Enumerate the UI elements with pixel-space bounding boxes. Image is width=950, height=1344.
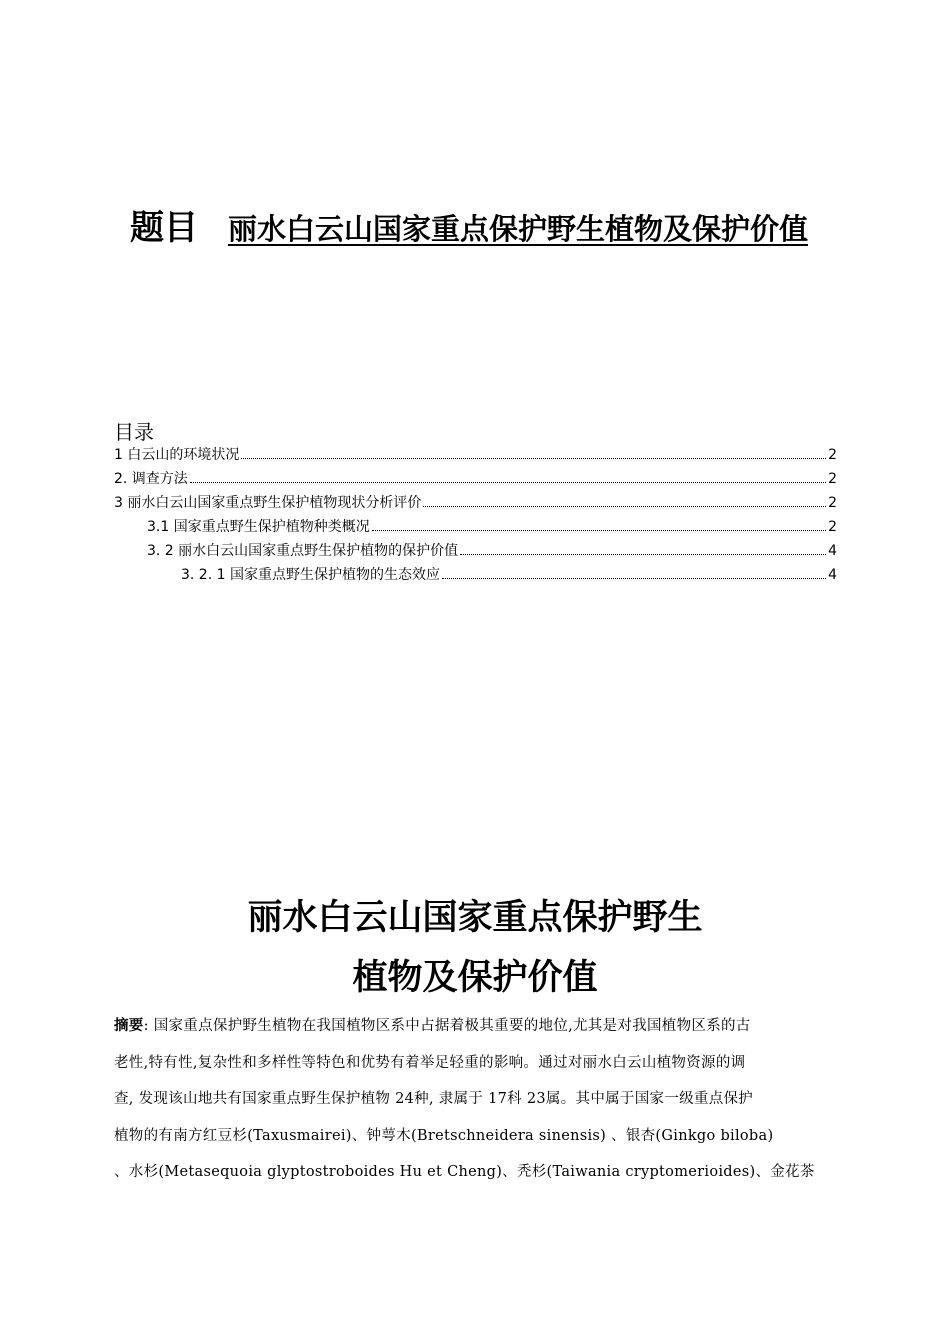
toc-entry[interactable] — [114, 515, 837, 539]
toc-entry[interactable] — [114, 443, 837, 467]
title-text: 丽水白云山国家重点保护野生植物及保护价值 — [228, 212, 809, 246]
abstract — [114, 1008, 838, 1191]
abstract-label: 摘要 — [114, 1018, 144, 1034]
toc-leader — [241, 458, 826, 459]
toc-entry-page: 2 — [828, 447, 837, 463]
abstract-line: 查, 发现该山地共有国家重点野生保护植物 24种, 隶属于 17科 23属。其中属于国家一级重点保护 — [114, 1091, 754, 1107]
title-line — [130, 200, 830, 249]
abstract-colon: : — [143, 1018, 149, 1034]
abstract-line: 植物的有南方红豆杉(Taxusmairei)、钟萼木(Bretschneidera sinensis) 、银杏(Ginkgo biloba) — [114, 1127, 774, 1144]
document-title — [0, 888, 950, 1008]
title-label: 题目 — [130, 208, 198, 248]
toc-leader — [460, 554, 826, 555]
toc-entry-text: 1 白云山的环境状况 — [114, 447, 240, 463]
toc-entry-page: 4 — [828, 567, 837, 583]
toc-entry-page: 2 — [828, 471, 837, 487]
abstract-text: 国家重点保护野生植物在我国植物区系中占据着极其重要的地位,尤其是对我国植物区系的古 — [148, 1018, 751, 1034]
table-of-contents — [114, 443, 837, 587]
toc-entry-text: 3 丽水白云山国家重点野生保护植物现状分析评价 — [114, 495, 422, 511]
toc-entry[interactable] — [114, 491, 837, 515]
toc-leader — [442, 578, 826, 579]
document-title-line-2: 植物及保护价值 — [352, 958, 598, 998]
toc-heading: 目录 — [114, 420, 154, 444]
toc-entry-page: 4 — [828, 543, 837, 559]
toc-entry[interactable] — [114, 467, 837, 491]
toc-leader — [372, 530, 826, 531]
toc-entry[interactable] — [114, 539, 837, 563]
toc-entry[interactable] — [114, 563, 837, 587]
toc-entry-page: 2 — [828, 519, 837, 535]
toc-leader — [423, 506, 826, 507]
toc-leader — [190, 482, 826, 483]
abstract-line: 、水杉(Metasequoia glyptostroboides Hu et Cheng)、秃杉(Taiwania cryptomerioides)、金花茶 — [114, 1164, 815, 1180]
abstract-line — [114, 1008, 838, 1045]
toc-entry-text: 2. 调查方法 — [114, 471, 188, 487]
toc-entry-text: 3.1 国家重点野生保护植物种类概况 — [147, 519, 370, 535]
toc-entry-text: 3. 2 丽水白云山国家重点野生保护植物的保护价值 — [147, 543, 459, 559]
toc-entry-text: 3. 2. 1 国家重点野生保护植物的生态效应 — [181, 567, 440, 583]
toc-entry-page: 2 — [828, 495, 837, 511]
abstract-line: 老性,特有性,复杂性和多样性等特色和优势有着举足轻重的影响。通过对丽水白云山植物资源的调 — [114, 1054, 746, 1071]
document-title-line-1: 丽水白云山国家重点保护野生 — [247, 898, 703, 938]
